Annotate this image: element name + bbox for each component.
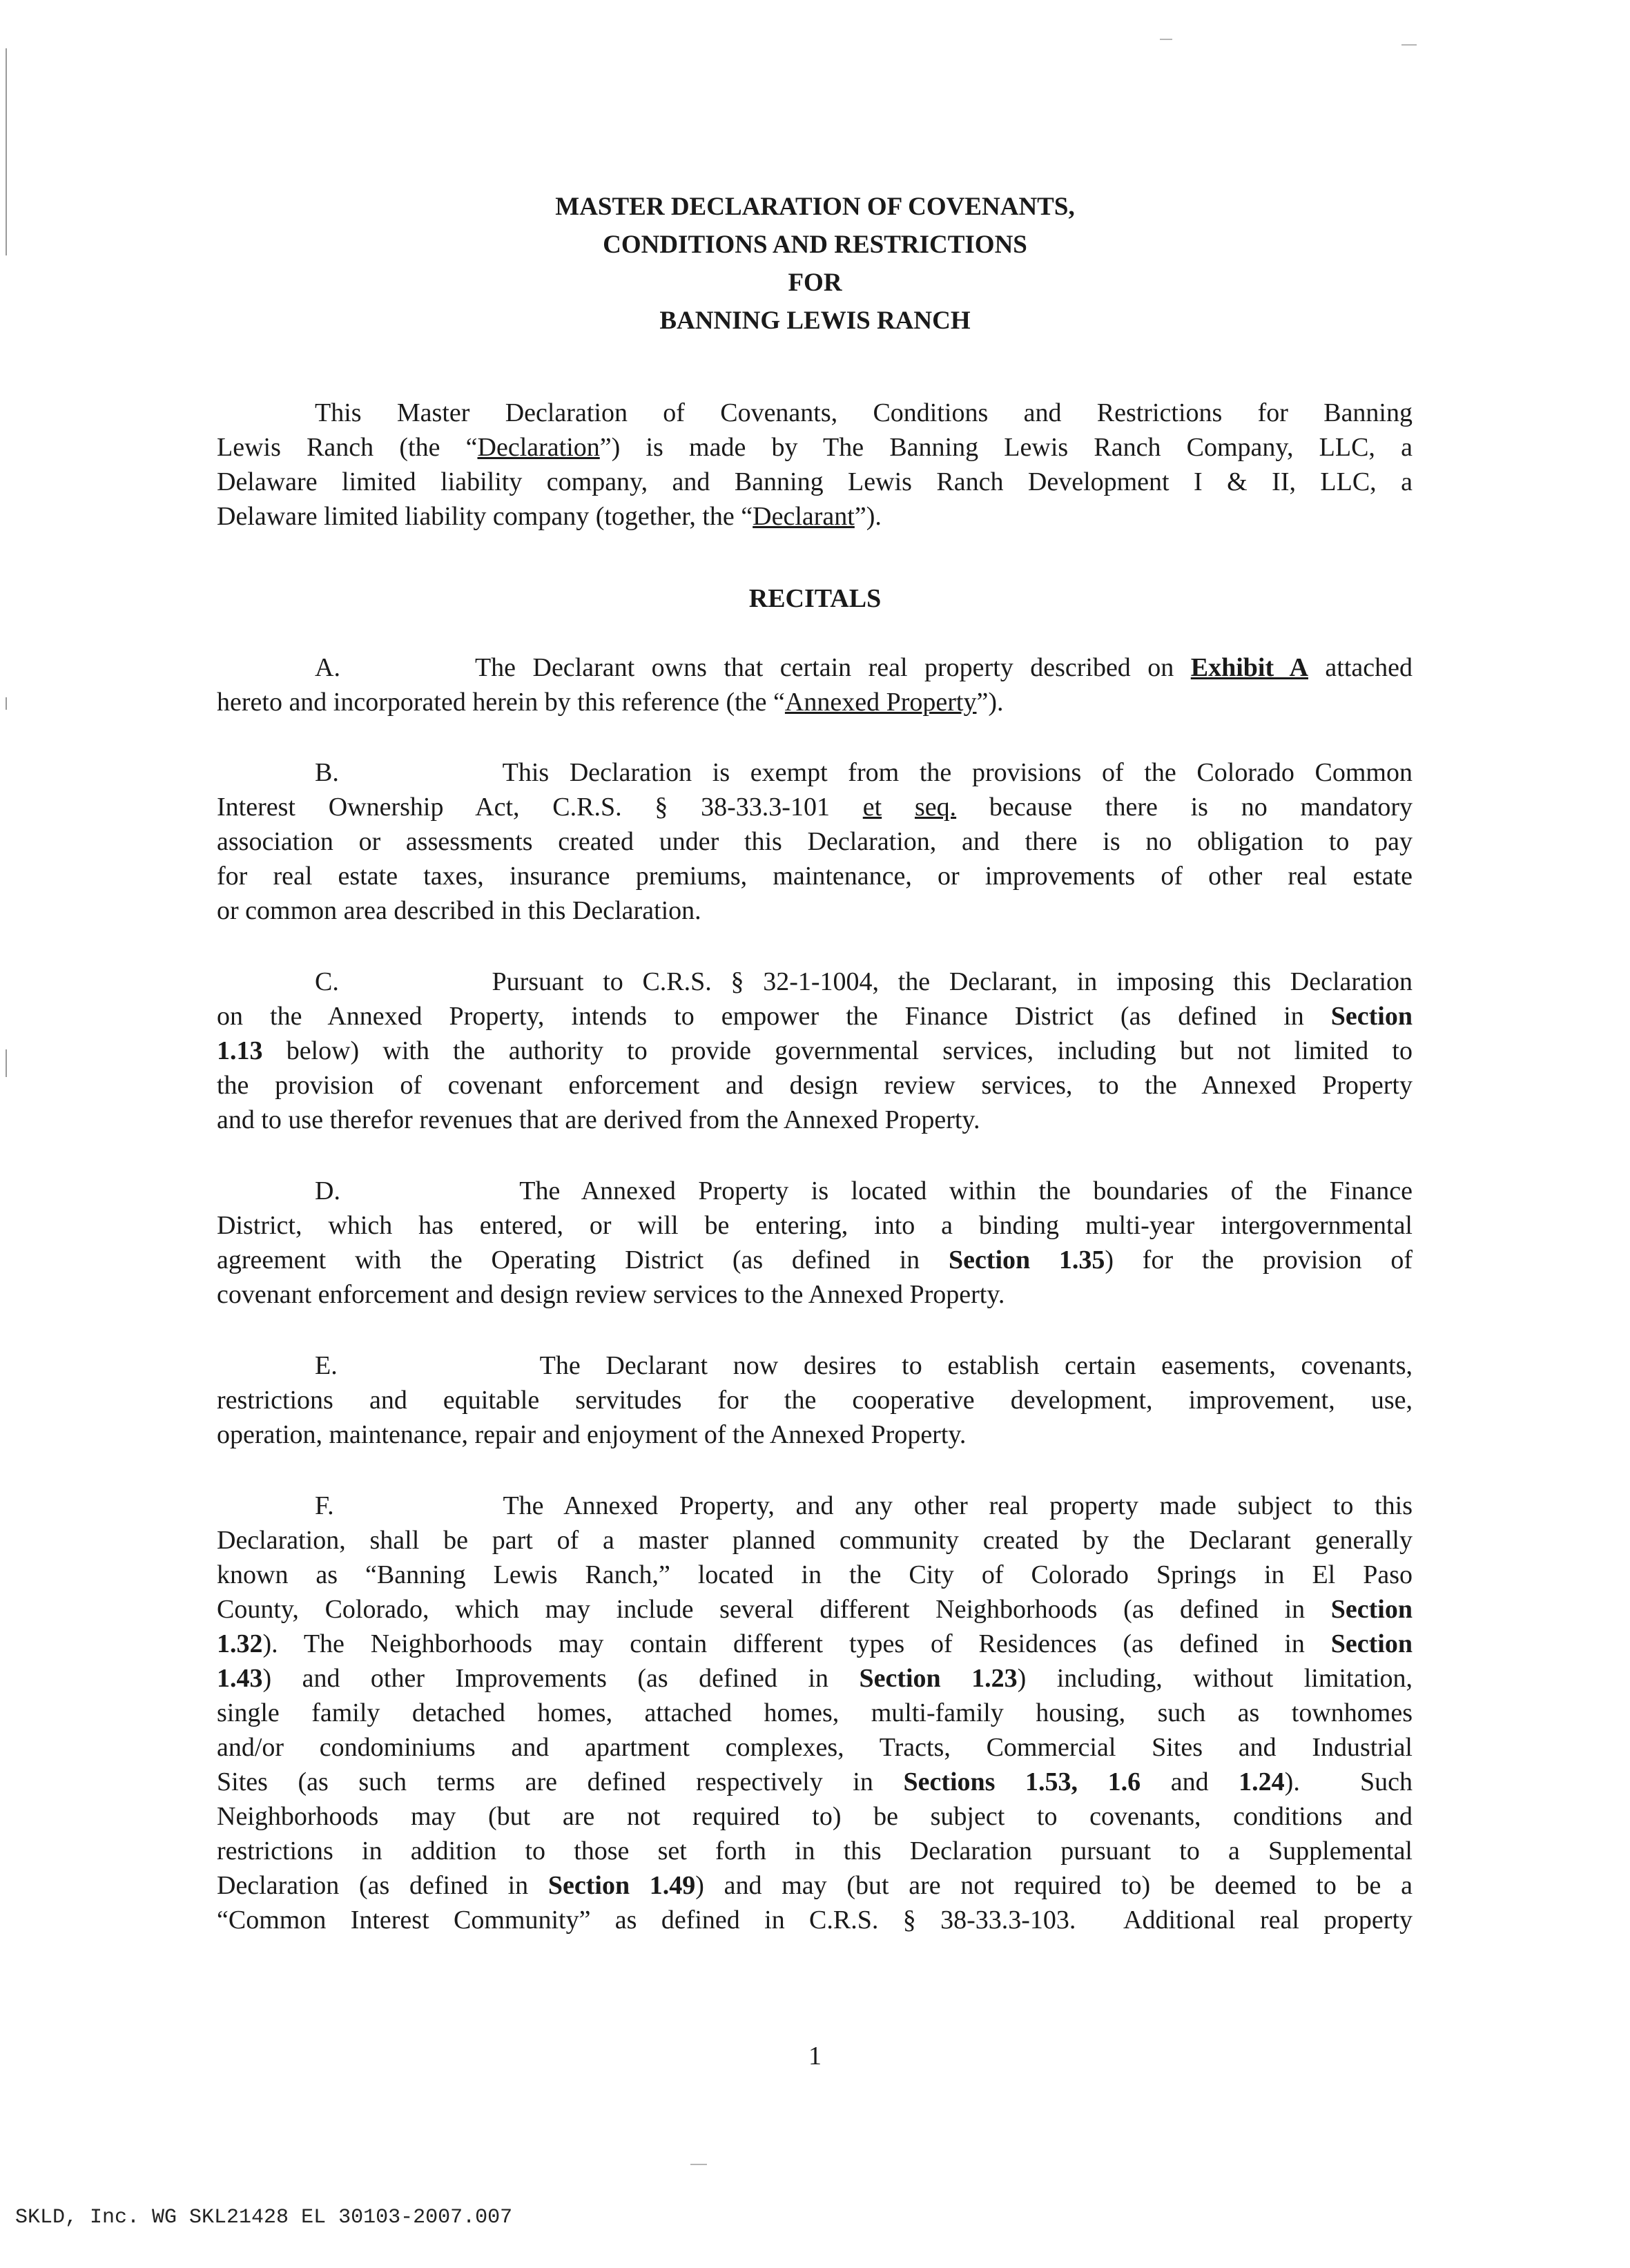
recital-f-line: Neighborhoods may (but are not required to) be subject to covenants, conditions and [217, 1802, 1413, 1831]
recital-d-line: covenant enforcement and design review services to the Annexed Property. [217, 1280, 1005, 1309]
intro-line: Delaware limited liability company (together, the “Declarant”). [217, 502, 882, 531]
title-line: CONDITIONS AND RESTRICTIONS [603, 231, 1027, 259]
document-footer-id: SKLD, Inc. WG SKL21428 EL 30103-2007.007 [15, 2206, 513, 2229]
recital-b-line: or common area described in this Declaration. [217, 896, 701, 925]
recital-d-line: D. The Annexed Property is located within the boundaries of the Finance [315, 1176, 1413, 1205]
recital-f-line: single family detached homes, attached homes, multi-family housing, such as townhomes [217, 1698, 1413, 1727]
recital-c-line: and to use therefor revenues that are derived from the Annexed Property. [217, 1105, 980, 1134]
recital-c-line: the provision of covenant enforcement and design review services, to the Annexed Property [217, 1071, 1413, 1100]
recital-f-line: and/or condominiums and apartment complexes, Tracts, Commercial Sites and Industrial [217, 1733, 1413, 1762]
recital-d-line: District, which has entered, or will be entering, into a binding multi-year intergovernmental [217, 1211, 1413, 1240]
recital-f-line: “Common Interest Community” as defined in C.R.S. § 38-33.3-103. Additional real property [217, 1906, 1413, 1935]
scan-speck [1401, 44, 1417, 46]
recital-f-line: restrictions in addition to those set forth in this Declaration pursuant to a Supplemental [217, 1836, 1413, 1865]
recital-f-line: Declaration (as defined in Section 1.49) and may (but are not required to) be deemed to be a [217, 1871, 1413, 1900]
document-title [0, 188, 1630, 340]
recital-e-line: operation, maintenance, repair and enjoyment of the Annexed Property. [217, 1420, 967, 1449]
recital-f-line: Declaration, shall be part of a master planned community created by the Declarant generally [217, 1526, 1413, 1555]
recital-f-line: F. The Annexed Property, and any other real property made subject to this [315, 1491, 1413, 1520]
title-line: FOR [788, 269, 842, 297]
scan-edge-mark [6, 697, 7, 710]
recital-f-line: known as “Banning Lewis Ranch,” located in the City of Colorado Springs in El Paso [217, 1560, 1413, 1589]
recital-b-line: B. This Declaration is exempt from the provisions of the Colorado Common [315, 758, 1413, 787]
recital-b-line: Interest Ownership Act, C.R.S. § 38-33.3-101 et seq. because there is no mandatory [217, 793, 1413, 822]
recital-c-line: on the Annexed Property, intends to empower the Finance District (as defined in Section [217, 1002, 1413, 1031]
recital-f-line: 1.43) and other Improvements (as defined in Section 1.23) including, without limitation, [217, 1664, 1413, 1693]
defined-term-declaration: Declaration [477, 433, 600, 462]
scan-speck [690, 2164, 707, 2165]
intro-line: Delaware limited liability company, and Banning Lewis Ranch Development I & II, LLC, a [217, 467, 1413, 496]
exhibit-a-reference: Exhibit A [1190, 653, 1308, 682]
recital-c-line: C. Pursuant to C.R.S. § 32-1-1004, the Declarant, in imposing this Declaration [315, 967, 1413, 996]
recital-f-line: 1.32). The Neighborhoods may contain different types of Residences (as defined in Section [217, 1629, 1413, 1658]
recital-b-line: for real estate taxes, insurance premiums, maintenance, or improvements of other real estate [217, 862, 1413, 891]
recital-e-line: E. The Declarant now desires to establish certain easements, covenants, [315, 1351, 1413, 1380]
title-line: MASTER DECLARATION OF COVENANTS, [555, 193, 1075, 221]
defined-term-annexed-property: Annexed Property [784, 688, 977, 717]
defined-term-declarant: Declarant [753, 502, 855, 531]
recital-f-line: County, Colorado, which may include several different Neighborhoods (as defined in Section [217, 1595, 1413, 1624]
page-number: 1 [808, 2042, 822, 2071]
recital-b-line: association or assessments created under this Declaration, and there is no obligation to pay [217, 827, 1413, 856]
intro-line: This Master Declaration of Covenants, Conditions and Restrictions for Banning [315, 398, 1413, 427]
recital-f-line: Sites (as such terms are defined respectively in Sections 1.53, 1.6 and 1.24). Such [217, 1767, 1413, 1796]
recital-a-line: hereto and incorporated herein by this reference (the “Annexed Property”). [217, 688, 1004, 717]
recitals-heading: RECITALS [748, 584, 882, 613]
recital-a-line: A. The Declarant owns that certain real property described on Exhibit A attached [315, 653, 1413, 682]
recital-e-line: restrictions and equitable servitudes for the cooperative development, improvement, use, [217, 1386, 1413, 1415]
title-line: BANNING LEWIS RANCH [659, 307, 971, 335]
scan-edge-mark [6, 1049, 7, 1077]
recital-c-line: 1.13 below) with the authority to provide governmental services, including but not limited to [217, 1036, 1413, 1065]
scan-speck [1160, 39, 1172, 40]
recital-d-line: agreement with the Operating District (as defined in Section 1.35) for the provision of [217, 1246, 1413, 1274]
intro-line: Lewis Ranch (the “Declaration”) is made by The Banning Lewis Ranch Company, LLC, a [217, 433, 1413, 462]
